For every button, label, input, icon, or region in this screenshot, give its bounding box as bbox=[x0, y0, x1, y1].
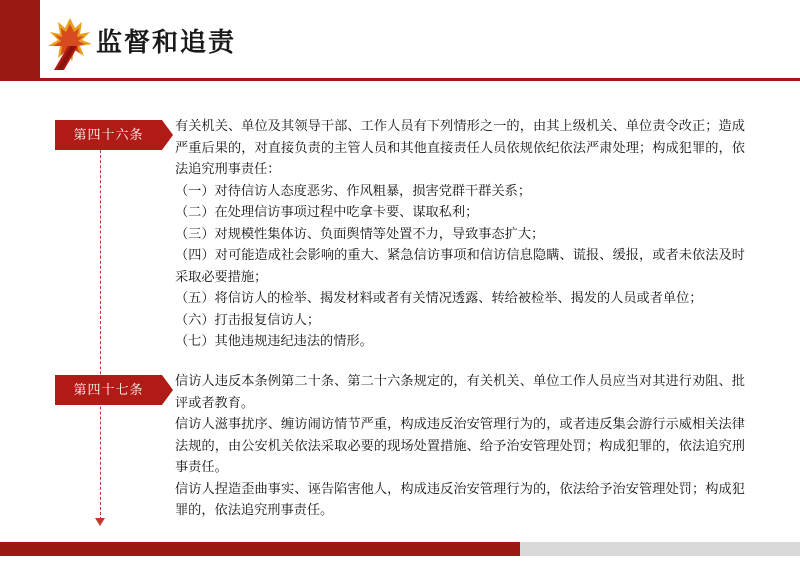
article-body-46 bbox=[175, 115, 745, 352]
article-tag-46: 第四十六条 bbox=[55, 120, 162, 150]
article-tag-47: 第四十七条 bbox=[55, 375, 162, 405]
article-46-paragraph-6: （五）将信访人的检举、揭发材料或者有关情况透露、转给被检举、揭发的人员或者单位； bbox=[175, 290, 703, 305]
article-body-47 bbox=[175, 370, 745, 521]
article-46-paragraph-8: （七）其他违规违纪违法的情形。 bbox=[175, 333, 373, 348]
article-46-paragraph-2: （一）对待信访人态度恶劣、作风粗暴，损害党群干群关系； bbox=[175, 182, 532, 198]
article-46-paragraph-5: （四）对可能造成社会影响的重大、紧急信访事项和信访信息隐瞒、谎报、缓报，或者未依法及时采取必要措施； bbox=[175, 247, 745, 284]
article-47-paragraph-2: 信访人滋事扰序、缠访闹访情节严重，构成违反治安管理行为的，或者违反集会游行示威相关法律法规的，由公安机关依法采取必要的现场处置措施、给予治安管理处罚；构成犯罪的，依法追究刑事责任。 bbox=[175, 416, 745, 474]
article-46-paragraph-7: （六）打击报复信访人； bbox=[175, 311, 321, 327]
article-46-paragraph-1: 有关机关、单位及其领导干部、工作人员有下列情形之一的，由其上级机关、单位责令改正；造成严重后果的，对直接负责的主管人员和其他直接责任人员依规依纪依法严肃处理；构成犯罪的，依法追究刑事责任： bbox=[175, 118, 745, 176]
page-footer bbox=[0, 542, 800, 564]
header-underline bbox=[0, 78, 800, 81]
article-46-paragraph-4: （三）对规模性集体访、负面舆情等处置不力，导致事态扩大； bbox=[175, 225, 545, 241]
article-46-paragraph-3: （二）在处理信访事项过程中吃拿卡要、谋取私利； bbox=[175, 204, 479, 219]
page-header bbox=[0, 0, 800, 82]
timeline-dashed-line bbox=[100, 120, 101, 520]
article-47-paragraph-3: 信访人捏造歪曲事实、诬告陷害他人，构成违反治安管理行为的，依法给予治安管理处罚；构成犯罪的，依法追究刑事责任。 bbox=[175, 480, 745, 517]
page-title: 监督和追责 bbox=[96, 27, 237, 57]
torch-icon bbox=[44, 16, 96, 72]
footer-progress-bar bbox=[0, 542, 520, 556]
article-47-paragraph-1: 信访人违反本条例第二十条、第二十六条规定的，有关机关、单位工作人员应当对其进行劝阻、批评或者教育。 bbox=[175, 373, 745, 410]
timeline-arrow-icon bbox=[95, 518, 105, 526]
footer-base bbox=[0, 556, 800, 564]
header-left-block bbox=[0, 0, 40, 78]
